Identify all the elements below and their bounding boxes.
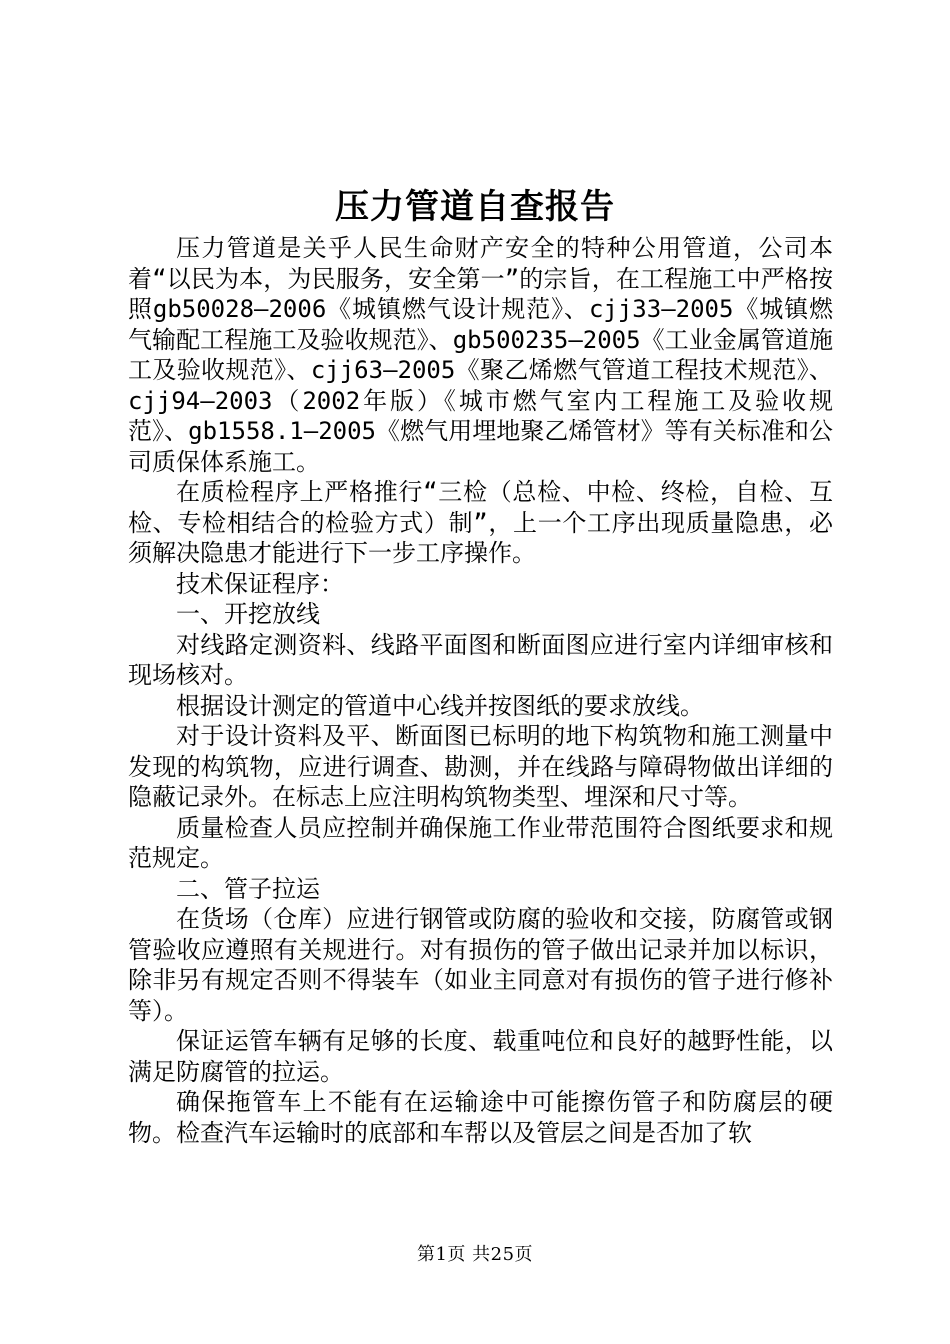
- page-footer: 第1页 共25页: [416, 1244, 534, 1265]
- paragraph: 对线路定测资料、线路平面图和断面图应进行室内详细审核和现场核对。: [128, 630, 833, 689]
- document-body: [128, 233, 833, 1148]
- paragraph: 对于设计资料及平、断面图已标明的地下构筑物和施工测量中发现的构筑物，应进行调查、勘测，并在线路与障碍物做出详细的隐蔽记录外。在标志上应注明构筑物类型、埋深和尺寸等。: [128, 722, 833, 811]
- paragraph: 在货场（仓库）应进行钢管或防腐的验收和交接，防腐管或钢管验收应遵照有关规进行。对有损伤的管子做出记录并加以标识，除非另有规定否则不得装车（如业主同意对有损伤的管子进行修补等）。: [128, 905, 833, 1025]
- paragraph: 在质检程序上严格推行“三检（总检、中检、终检，自检、互检、专检相结合的检验方式）制”，上一个工序出现质量隐患，必须解决隐患才能进行下一步工序操作。: [128, 478, 833, 567]
- section-heading: 二、管子拉运: [176, 874, 320, 903]
- paragraph: 质量检查人员应控制并确保施工作业带范围符合图纸要求和规范规定。: [128, 813, 833, 872]
- paragraph: 根据设计测定的管道中心线并按图纸的要求放线。: [176, 691, 704, 720]
- paragraph: 确保拖管车上不能有在运输途中可能擦伤管子和防腐层的硬物。检查汽车运输时的底部和车帮以及管层之间是否加了软: [128, 1088, 833, 1147]
- document-title: 压力管道自查报告: [335, 187, 615, 227]
- paragraph: 技术保证程序：: [176, 569, 344, 598]
- section-heading: 一、开挖放线: [176, 600, 320, 628]
- paragraph: 保证运管车辆有足够的长度、载重吨位和良好的越野性能，以满足防腐管的拉运。: [128, 1027, 833, 1086]
- paragraph: 压力管道是关乎人民生命财产安全的特种公用管道，公司本着“以民为本，为民服务，安全第一”的宗旨，在工程施工中严格按照gb50028—2006《城镇燃气设计规范》、cjj33—2005《城镇燃气输配工程施工及验收规范》、gb500235—2005《工业金属管道施工及验收规范》、cjj63—2005《聚乙烯燃气管道工程技术规范》、cjj94—2003（2002年版）《城市燃气室内工程施工及验收规范》、gb1558.1—2005《燃气用埋地聚乙烯管材》等有关标准和公司质保体系施工。: [128, 234, 833, 476]
